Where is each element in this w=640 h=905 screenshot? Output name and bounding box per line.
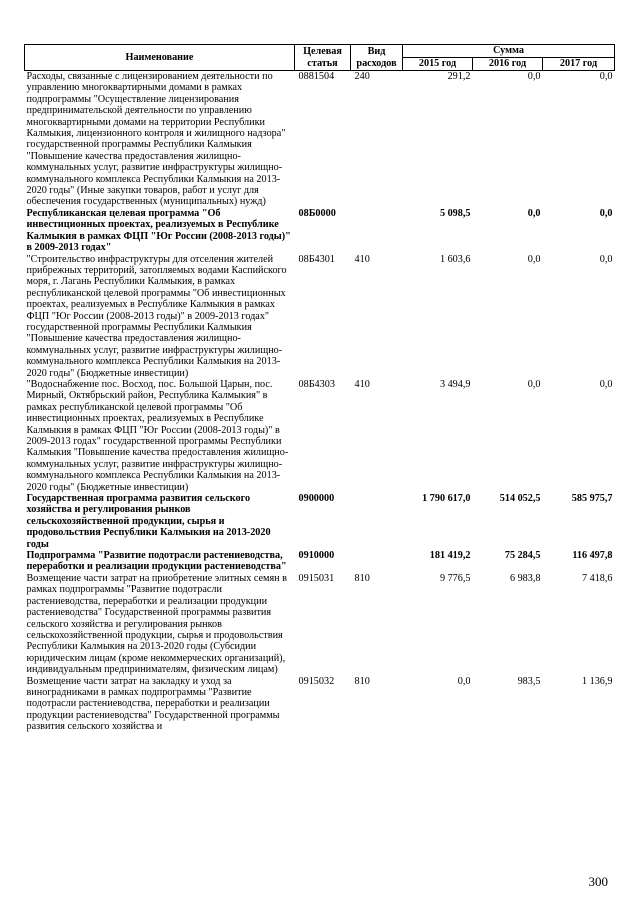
row-expense-type: 810 [354, 572, 370, 584]
table-row [25, 71, 615, 208]
row-sum-2016: 75 284,5 [504, 550, 541, 562]
row-sum-2015: 1 790 617,0 [422, 493, 471, 505]
table-header [25, 45, 615, 71]
budget-table [24, 44, 615, 733]
table-row [25, 208, 615, 254]
row-name: Республиканская целевая программа "Об инвестиционных проектах, реализуемых в Республике Калмыкия в рамках ФЦП "Юг России (2008-2013 годы)" в 2009-2013 годах" [26, 207, 291, 254]
row-sum-2017: 1 136,9 [581, 675, 613, 687]
page-number: 300 [588, 874, 608, 889]
budget-table-sheet [24, 44, 614, 733]
row-name: "Строительство инфраструктуры для отселения жителей прибрежных территорий, затопляемых водами Каспийского моря, г. Лагань Республики Калмыкия, в рамках республиканской целевой программы "Об инвестиционных проектах, реализуемых в Республике Калмыкия в рамках ФЦП "Юг России (2008-2013 годы)" в 2009-2013 годах" государственной программы Республики Калмыкия "Повышение качества предоставления жилищно-коммунальных услуг, развитие инфраструктуры жилищно-коммунального комплекса Республики Калмыкия на 2013-2020 годы" (Бюджетные инвестиции) [26, 253, 287, 379]
header-target-article: Целевая статья [295, 45, 351, 71]
row-sum-2017: 0,0 [599, 207, 613, 219]
row-expense-type [351, 208, 403, 254]
row-sum-2017: 7 418,6 [581, 572, 613, 584]
row-sum-2016: 514 052,5 [499, 493, 541, 505]
row-expense-type: 410 [354, 253, 370, 265]
table-row [25, 550, 615, 573]
row-name: Государственная программа развития сельского хозяйства и регулирования рынков сельскохозяйственной продукции, сырья и продовольствия Республики Калмыкия на 2013-2020 годы [26, 493, 271, 550]
row-name: Возмещение части затрат на закладку и уход за виноградниками в рамках подпрограммы "Развитие подотрасли растениеводства, переработки и реализации продукции растениеводства" Государственной программы развития сельского хозяйства и [26, 675, 280, 733]
row-name: Подпрограмма "Развитие подотрасли растениеводства, переработки и реализации продукции растениеводства" [26, 550, 287, 573]
row-sum-2016: 0,0 [527, 207, 541, 219]
row-expense-type: 410 [354, 378, 370, 390]
row-target-article: 0881504 [298, 71, 335, 82]
row-expense-type: 240 [354, 71, 370, 82]
row-target-article: 0910000 [298, 550, 335, 562]
row-expense-type [351, 493, 403, 550]
table-row [25, 493, 615, 550]
table-row [25, 379, 615, 493]
row-sum-2015: 1 603,6 [439, 253, 471, 265]
header-name: Наименование [25, 45, 295, 71]
row-sum-2017: 585 975,7 [571, 493, 613, 505]
row-sum-2016: 6 983,8 [509, 572, 541, 584]
table-row [25, 254, 615, 379]
row-sum-2017: 116 497,8 [572, 550, 613, 562]
row-sum-2017: 0,0 [599, 253, 613, 265]
row-sum-2015: 291,2 [447, 71, 471, 82]
row-sum-2015: 181 419,2 [429, 550, 471, 562]
row-sum-2016: 0,0 [527, 71, 541, 82]
row-target-article: 0915031 [298, 572, 335, 584]
row-sum-2017: 0,0 [599, 71, 613, 82]
row-name: Возмещение части затрат на приобретение элитных семян в рамках подпрограммы "Развитие подотрасли растениеводства, переработки и реализации продукции растениеводства" Государственной программы развития сельского хозяйства и регулирования рынков сельскохозяйственной продукции, сырья и продовольствия Республики Калмыкия на 2013-2020 годы (Субсидии юридическим лицам (кроме некоммерческих организаций), индивидуальным предпринимателям, физическим лицам) [26, 572, 287, 676]
header-year-2017: 2017 год [543, 58, 615, 71]
header-sum: Сумма [403, 45, 615, 58]
row-sum-2016: 0,0 [527, 253, 541, 265]
row-sum-2015: 3 494,9 [439, 378, 471, 390]
header-year-2015: 2015 год [403, 58, 473, 71]
row-expense-type [351, 550, 403, 573]
row-target-article: 0900000 [298, 493, 335, 505]
row-sum-2015: 5 098,5 [439, 207, 471, 219]
row-sum-2015: 0,0 [457, 675, 471, 687]
row-sum-2016: 0,0 [527, 378, 541, 390]
row-expense-type: 810 [354, 675, 370, 687]
row-target-article: 08Б4303 [298, 378, 335, 390]
row-name: Расходы, связанные с лицензированием деятельности по управлению многоквартирными домами в рамках подпрограммы "Осуществление лицензирования предпринимательской деятельности по управлению многоквартирными домами на территории Республики Калмыкия, лицензионного контроля и жилищного надзора" государственной программы Республики Калмыкия "Повышение качества предоставления жилищно-коммунальных услуг, развитие инфраструктуры жилищно-коммунального комплекса Республики Калмыкия на 2013-2020 годы" (Иные закупки товаров, работ и услуг для обеспечения государственных (муниципальных) нужд) [26, 71, 286, 208]
row-target-article: 08Б0000 [298, 207, 336, 219]
row-sum-2017: 0,0 [599, 378, 613, 390]
table-row [25, 573, 615, 676]
row-target-article: 0915032 [298, 675, 335, 687]
header-year-2016: 2016 год [473, 58, 543, 71]
table-body [25, 71, 615, 733]
row-name: "Водоснабжение пос. Восход, пос. Большой Царын, пос. Мирный, Октябрьский район, Республика Калмыкия" в рамках республиканской целевой программы "Об инвестиционных проектах, реализуемых в Республике Калмыкия в рамках ФЦП "Юг России (2008-2013 годы)" в 2009-2013 годах" государственной программы Республики Калмыкия "Повышение качества предоставления жилищно-коммунальных услуг, развитие инфраструктуры жилищно-коммунального комплекса Республики Калмыкия на 2013-2020 годы" (Бюджетные инвестиции) [26, 378, 289, 493]
table-row [25, 676, 615, 733]
header-expense-type: Вид расходов [351, 45, 403, 71]
row-sum-2016: 983,5 [517, 675, 541, 687]
row-sum-2015: 9 776,5 [439, 572, 471, 584]
row-target-article: 08Б4301 [298, 253, 335, 265]
